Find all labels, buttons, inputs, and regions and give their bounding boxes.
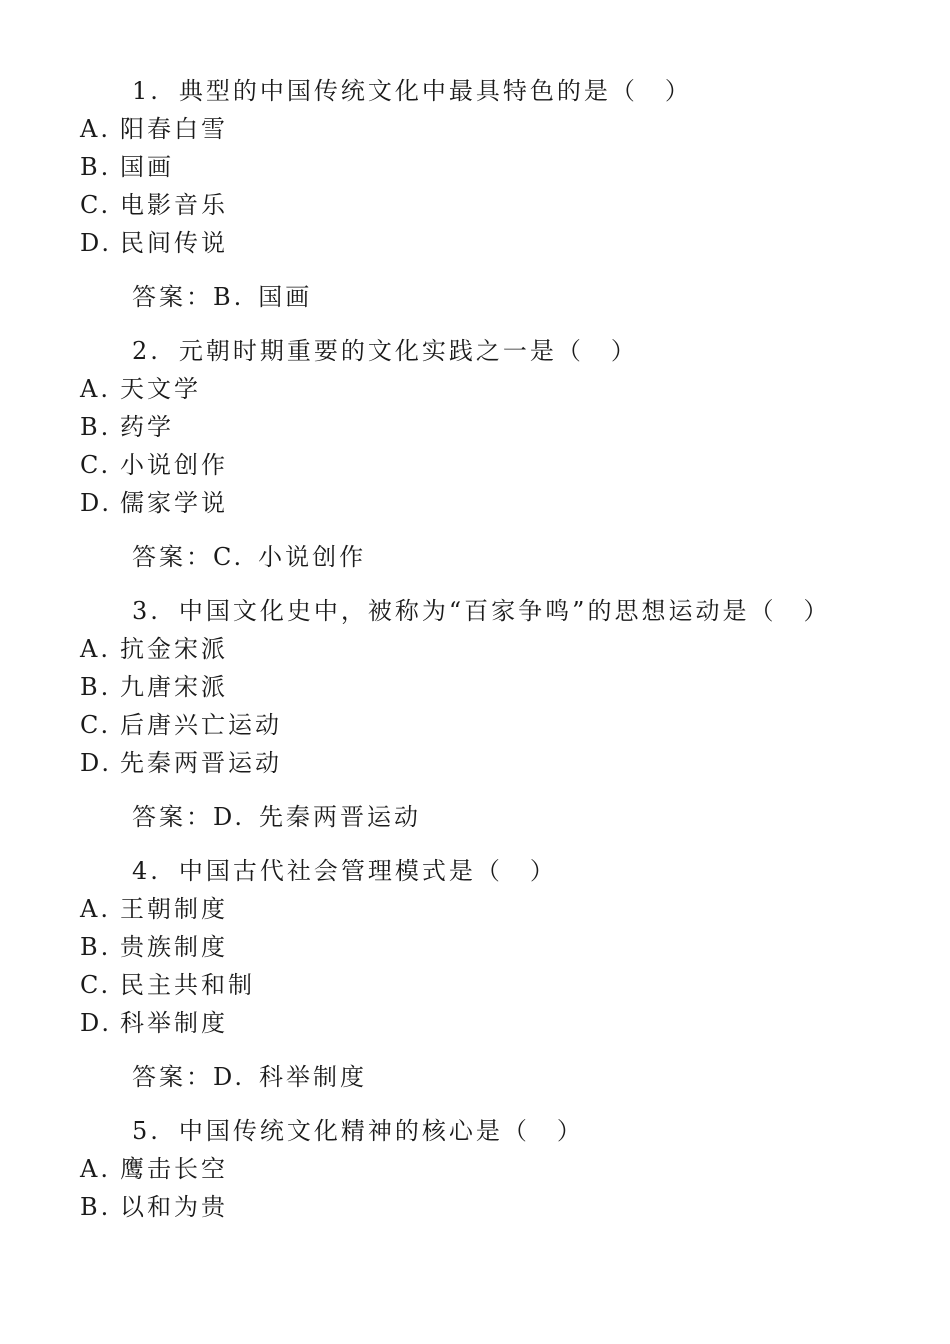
option-letter: B. [80,153,112,181]
question-number: 4. [132,857,161,885]
question-2-stem [132,336,638,366]
option-text: 国画 [120,153,174,181]
question-number: 2. [132,337,161,365]
question-4-option-a [80,894,228,924]
option-text: 抗金宋派 [120,635,228,663]
option-letter: A. [80,895,111,923]
answer-letter: B. [213,283,245,311]
option-text: 王朝制度 [120,895,228,923]
question-3-answer [132,802,421,832]
option-text: 阳春白雪 [120,115,228,143]
question-text: 典型的中国传统文化中最具特色的是（ ） [178,77,692,105]
answer-label: 答案： [132,543,213,571]
question-3-option-c [80,710,282,740]
question-4-option-b [80,932,228,962]
option-letter: C. [80,971,112,999]
question-1-answer [132,282,312,312]
option-text: 后唐兴亡运动 [120,711,282,739]
option-letter: D. [80,1009,113,1037]
option-letter: A. [80,1155,111,1183]
answer-text: 科举制度 [259,1063,368,1091]
question-number: 3. [132,597,161,625]
question-text: 中国古代社会管理模式是（ ） [178,857,557,885]
option-letter: C. [80,451,112,479]
question-text: 元朝时期重要的文化实践之一是（ ） [178,337,638,365]
question-2-option-c [80,450,228,480]
question-4-answer [132,1062,367,1092]
option-text: 鹰击长空 [120,1155,228,1183]
option-letter: C. [80,191,112,219]
answer-label: 答案： [132,1063,213,1091]
question-5-option-a [80,1154,228,1184]
option-letter: B. [80,673,112,701]
answer-text: 先秦两晋运动 [259,803,422,831]
option-text: 九唐宋派 [120,673,228,701]
option-letter: D. [80,489,113,517]
question-2-option-b [80,412,174,442]
option-letter: B. [80,1193,112,1221]
option-text: 药学 [120,413,174,441]
option-text: 儒家学说 [120,489,228,517]
answer-letter: D. [213,1063,246,1091]
question-1-option-a [80,114,228,144]
option-text: 小说创作 [120,451,228,479]
question-4-option-c [80,970,255,1000]
question-3-option-d [80,748,282,778]
answer-label: 答案： [132,283,213,311]
option-text: 贵族制度 [120,933,228,961]
answer-label: 答案： [132,803,213,831]
question-1-option-b [80,152,174,182]
question-4-stem [132,856,557,886]
option-letter: B. [80,413,112,441]
option-letter: A. [80,635,111,663]
answer-letter: C. [213,543,245,571]
question-3-stem [132,596,830,626]
option-text: 科举制度 [120,1009,228,1037]
option-text: 天文学 [120,375,201,403]
question-3-option-a [80,634,228,664]
option-text: 电影音乐 [120,191,228,219]
question-3-option-b [80,672,228,702]
question-2-option-a [80,374,201,404]
option-letter: B. [80,933,112,961]
option-letter: A. [80,115,111,143]
option-text: 民间传说 [120,229,228,257]
question-2-answer [132,542,366,572]
option-letter: C. [80,711,112,739]
question-2-option-d [80,488,228,518]
answer-text: 小说创作 [258,543,367,571]
answer-text: 国画 [258,283,313,311]
option-letter: D. [80,229,113,257]
question-text: 中国传统文化精神的核心是（ ） [178,1117,584,1145]
question-4-option-d [80,1008,228,1038]
question-text: 中国文化史中，被称为“百家争鸣”的思想运动是（ ） [178,597,831,625]
answer-letter: D. [213,803,246,831]
option-letter: D. [80,749,113,777]
question-1-stem [132,76,692,106]
question-number: 1. [132,77,161,105]
option-text: 民主共和制 [120,971,255,999]
question-1-option-d [80,228,228,258]
option-text: 以和为贵 [120,1193,228,1221]
option-letter: A. [80,375,111,403]
question-5-stem [132,1116,584,1146]
option-text: 先秦两晋运动 [120,749,282,777]
question-1-option-c [80,190,228,220]
question-5-option-b [80,1192,228,1222]
question-number: 5. [132,1117,161,1145]
